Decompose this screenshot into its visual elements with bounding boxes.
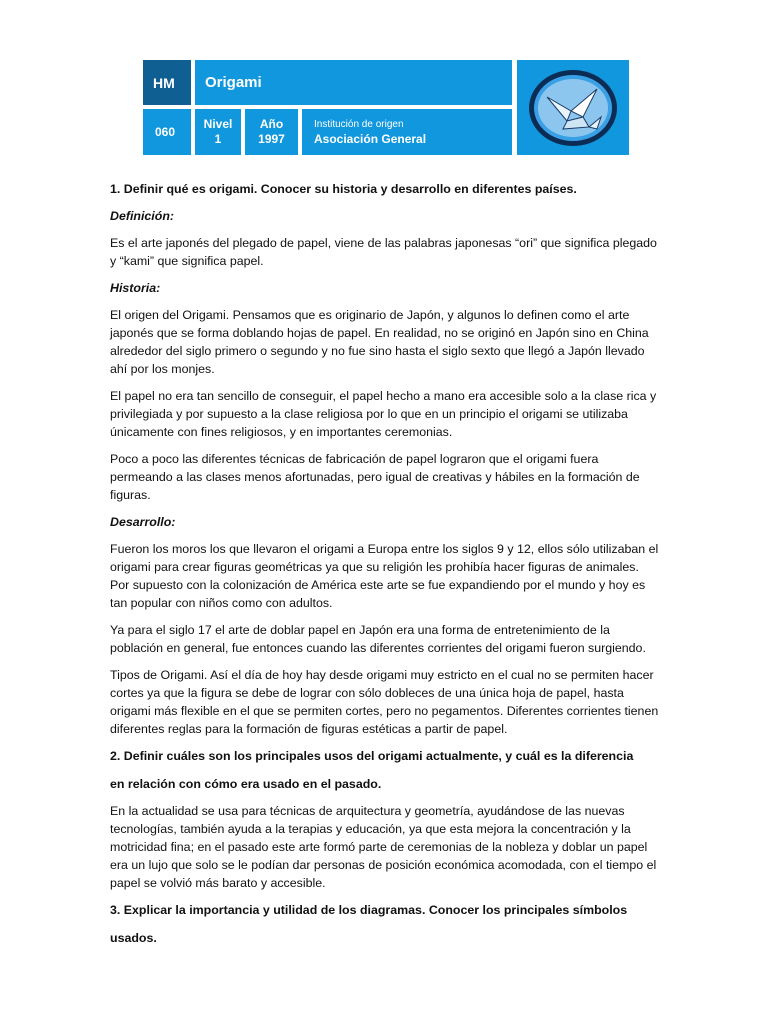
header-nivel — [195, 109, 241, 155]
question-2-answer: En la actualidad se usa para técnicas de arquitectura y geometría, ayudándose de las nuevas tecnologías, también ayuda a la terapias y educación, ya que esta mejora la concentración y la motricidad fina; en el pasado este arte formó parte de ceremonias de la nobleza y doblar un papel era un lujo que solo se le podían dar personas de posición económica acomodada, con el tiempo el papel se volvió más barato y accesible. — [110, 804, 657, 890]
header-anio — [245, 109, 298, 155]
badge-container — [517, 60, 629, 155]
document-body — [110, 180, 660, 956]
desarrollo-paragraph-1: Fueron los moros los que llevaron el origami a Europa entre los siglos 9 y 12, ellos sólo utilizaban el origami para crear figuras geométricas ya que su religión les prohibía hacer figuras de animales. Por supuesto con la colonización de América este arte se fue expandiendo por el mundo y hoy es tan popular con niños como con adultos. — [110, 542, 659, 610]
question-1: 1. Definir qué es origami. Conocer su historia y desarrollo en diferentes países. — [110, 182, 577, 196]
honor-header-table — [143, 60, 629, 155]
header-institution — [302, 109, 512, 155]
historia-paragraph-3: Poco a poco las diferentes técnicas de fabricación de papel lograron que el origami fuera permeando a las clases menos afortunadas, pero igual de creativas y hábiles en la formación de figuras. — [110, 452, 640, 502]
nivel-label: Nivel — [203, 117, 233, 131]
header-code: HM — [143, 60, 191, 105]
origami-crane-badge-icon — [527, 67, 619, 149]
nivel-value: 1 — [214, 132, 222, 146]
desarrollo-paragraph-2: Ya para el siglo 17 el arte de doblar papel en Japón era una forma de entretenimiento de la población en general, fue entonces cuando las diferentes corrientes del origami fueron surgiendo. — [110, 623, 646, 655]
historia-paragraph-2: El papel no era tan sencillo de conseguir, el papel hecho a mano era accesible solo a la clase rica y privilegiada y por supuesto a la clase religiosa por lo que en un principio el origami se utilizaba únicamente con fines religiosos, y en importantes ceremonias. — [110, 389, 657, 439]
anio-value: 1997 — [258, 132, 285, 146]
question-2-line-2: en relación con cómo era usado en el pasado. — [110, 777, 382, 791]
anio-label: Año — [259, 117, 284, 131]
question-3-line-1: 3. Explicar la importancia y utilidad de los diagramas. Conocer los principales símbolos — [110, 903, 628, 917]
definicion-heading: Definición: — [110, 209, 175, 223]
question-3-line-2: usados. — [110, 931, 157, 945]
historia-heading: Historia: — [110, 281, 161, 295]
header-title: Origami — [195, 60, 512, 105]
historia-paragraph-1: El origen del Origami. Pensamos que es originario de Japón, y algunos lo definen como el arte japonés que se forma doblando hojas de papel. En realidad, no se originó en Japón sino en China alrededor del siglo primero o segundo y no fue sino hasta el siglo sexto que llegó a Japón llevado ahí por los monjes. — [110, 308, 649, 376]
desarrollo-heading: Desarrollo: — [110, 515, 176, 529]
header-number: 060 — [143, 109, 191, 155]
institution-label: Institución de origen — [314, 119, 404, 130]
desarrollo-paragraph-3: Tipos de Origami. Así el día de hoy hay desde origami muy estricto en el cual no se permiten hacer cortes ya que la figura se debe de lograr con sólo dobleces de una única hoja de papel, hasta origami más flexible en el que se permiten cortes, pero no pegamentos. Diferentes corrientes tienen diferentes reglas para la formación de figuras estéticas a partir de papel. — [110, 668, 659, 736]
institution-value: Asociación General — [314, 132, 427, 146]
question-2-line-1: 2. Definir cuáles son los principales usos del origami actualmente, y cuál es la diferencia — [110, 749, 634, 763]
definicion-text: Es el arte japonés del plegado de papel, viene de las palabras japonesas “ori” que significa plegado y “kami” que significa papel. — [110, 236, 657, 268]
